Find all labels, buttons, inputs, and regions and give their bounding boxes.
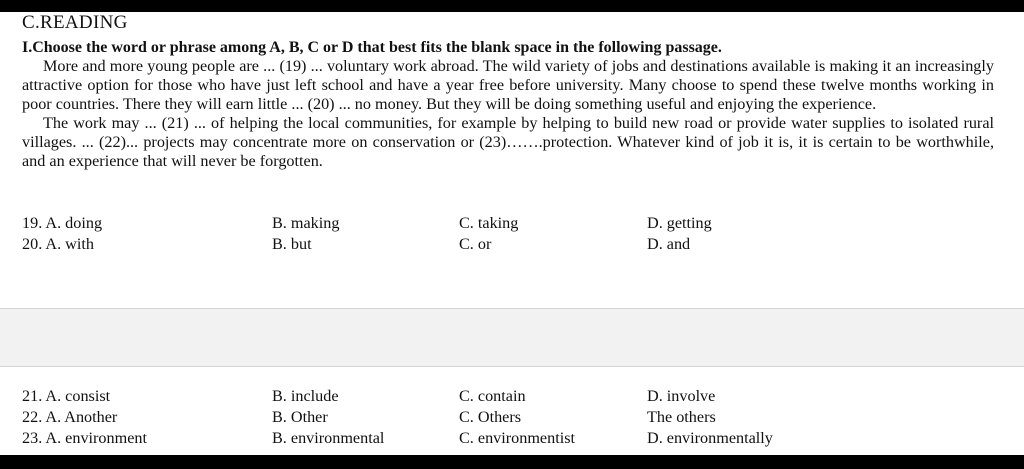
- question-number-option-a: 20. A. with: [22, 235, 94, 253]
- reading-passage: [22, 57, 994, 171]
- question-row: [22, 407, 1002, 428]
- section-heading: C.READING: [22, 12, 128, 33]
- question-number-option-a: 19. A. doing: [22, 214, 103, 232]
- option-d: D. getting: [647, 214, 712, 232]
- question-row: [22, 213, 1002, 234]
- option-b: B. environmental: [272, 429, 385, 447]
- option-b: B. but: [272, 235, 312, 253]
- option-d: D. environmentally: [647, 429, 773, 447]
- option-b: B. making: [272, 214, 340, 232]
- option-b: B. Other: [272, 408, 328, 426]
- question-number-option-a: 21. A. consist: [22, 387, 111, 405]
- instruction-text: I.Choose the word or phrase among A, B, C or D that best fits the blank space in the following passage.: [22, 39, 722, 56]
- option-d: D. and: [647, 235, 691, 253]
- question-row: [22, 386, 1002, 407]
- option-d: D. involve: [647, 387, 716, 405]
- option-c: C. or: [459, 235, 492, 253]
- option-c: C. environmentist: [459, 429, 575, 447]
- options-group-bottom: [22, 386, 1002, 449]
- top-black-bar: [0, 0, 1024, 12]
- option-d: The others: [647, 408, 716, 426]
- question-row: [22, 428, 1002, 449]
- option-c: C. Others: [459, 408, 522, 426]
- passage-paragraph-1: More and more young people are ... (19) ... voluntary work abroad. The wild variety of jobs and destinations available is making it an increasingly attractive option for those who have just left school and have a year free before university. Many choose to spend these twelve months working in poor countries. There they will earn little ... (20) ... no money. But they will be doing something useful and enjoying the experience.: [22, 57, 994, 113]
- page-break-gap: [0, 308, 1024, 367]
- passage-paragraph-2: The work may ... (21) ... of helping the local communities, for example by helping to build new road or provide water supplies to isolated rural villages. ... (22)... projects may concentrate more on conservation or (23)…….protection. Whatever kind of job it is, it is certain to be worthwhile, and an experience that will never be forgotten.: [22, 114, 994, 170]
- option-c: C. taking: [459, 214, 519, 232]
- bottom-black-bar: [0, 455, 1024, 469]
- option-b: B. include: [272, 387, 339, 405]
- question-number-option-a: 23. A. environment: [22, 429, 147, 447]
- option-c: C. contain: [459, 387, 526, 405]
- question-row: [22, 234, 1002, 255]
- question-number-option-a: 22. A. Another: [22, 408, 118, 426]
- options-group-top: [22, 213, 1002, 255]
